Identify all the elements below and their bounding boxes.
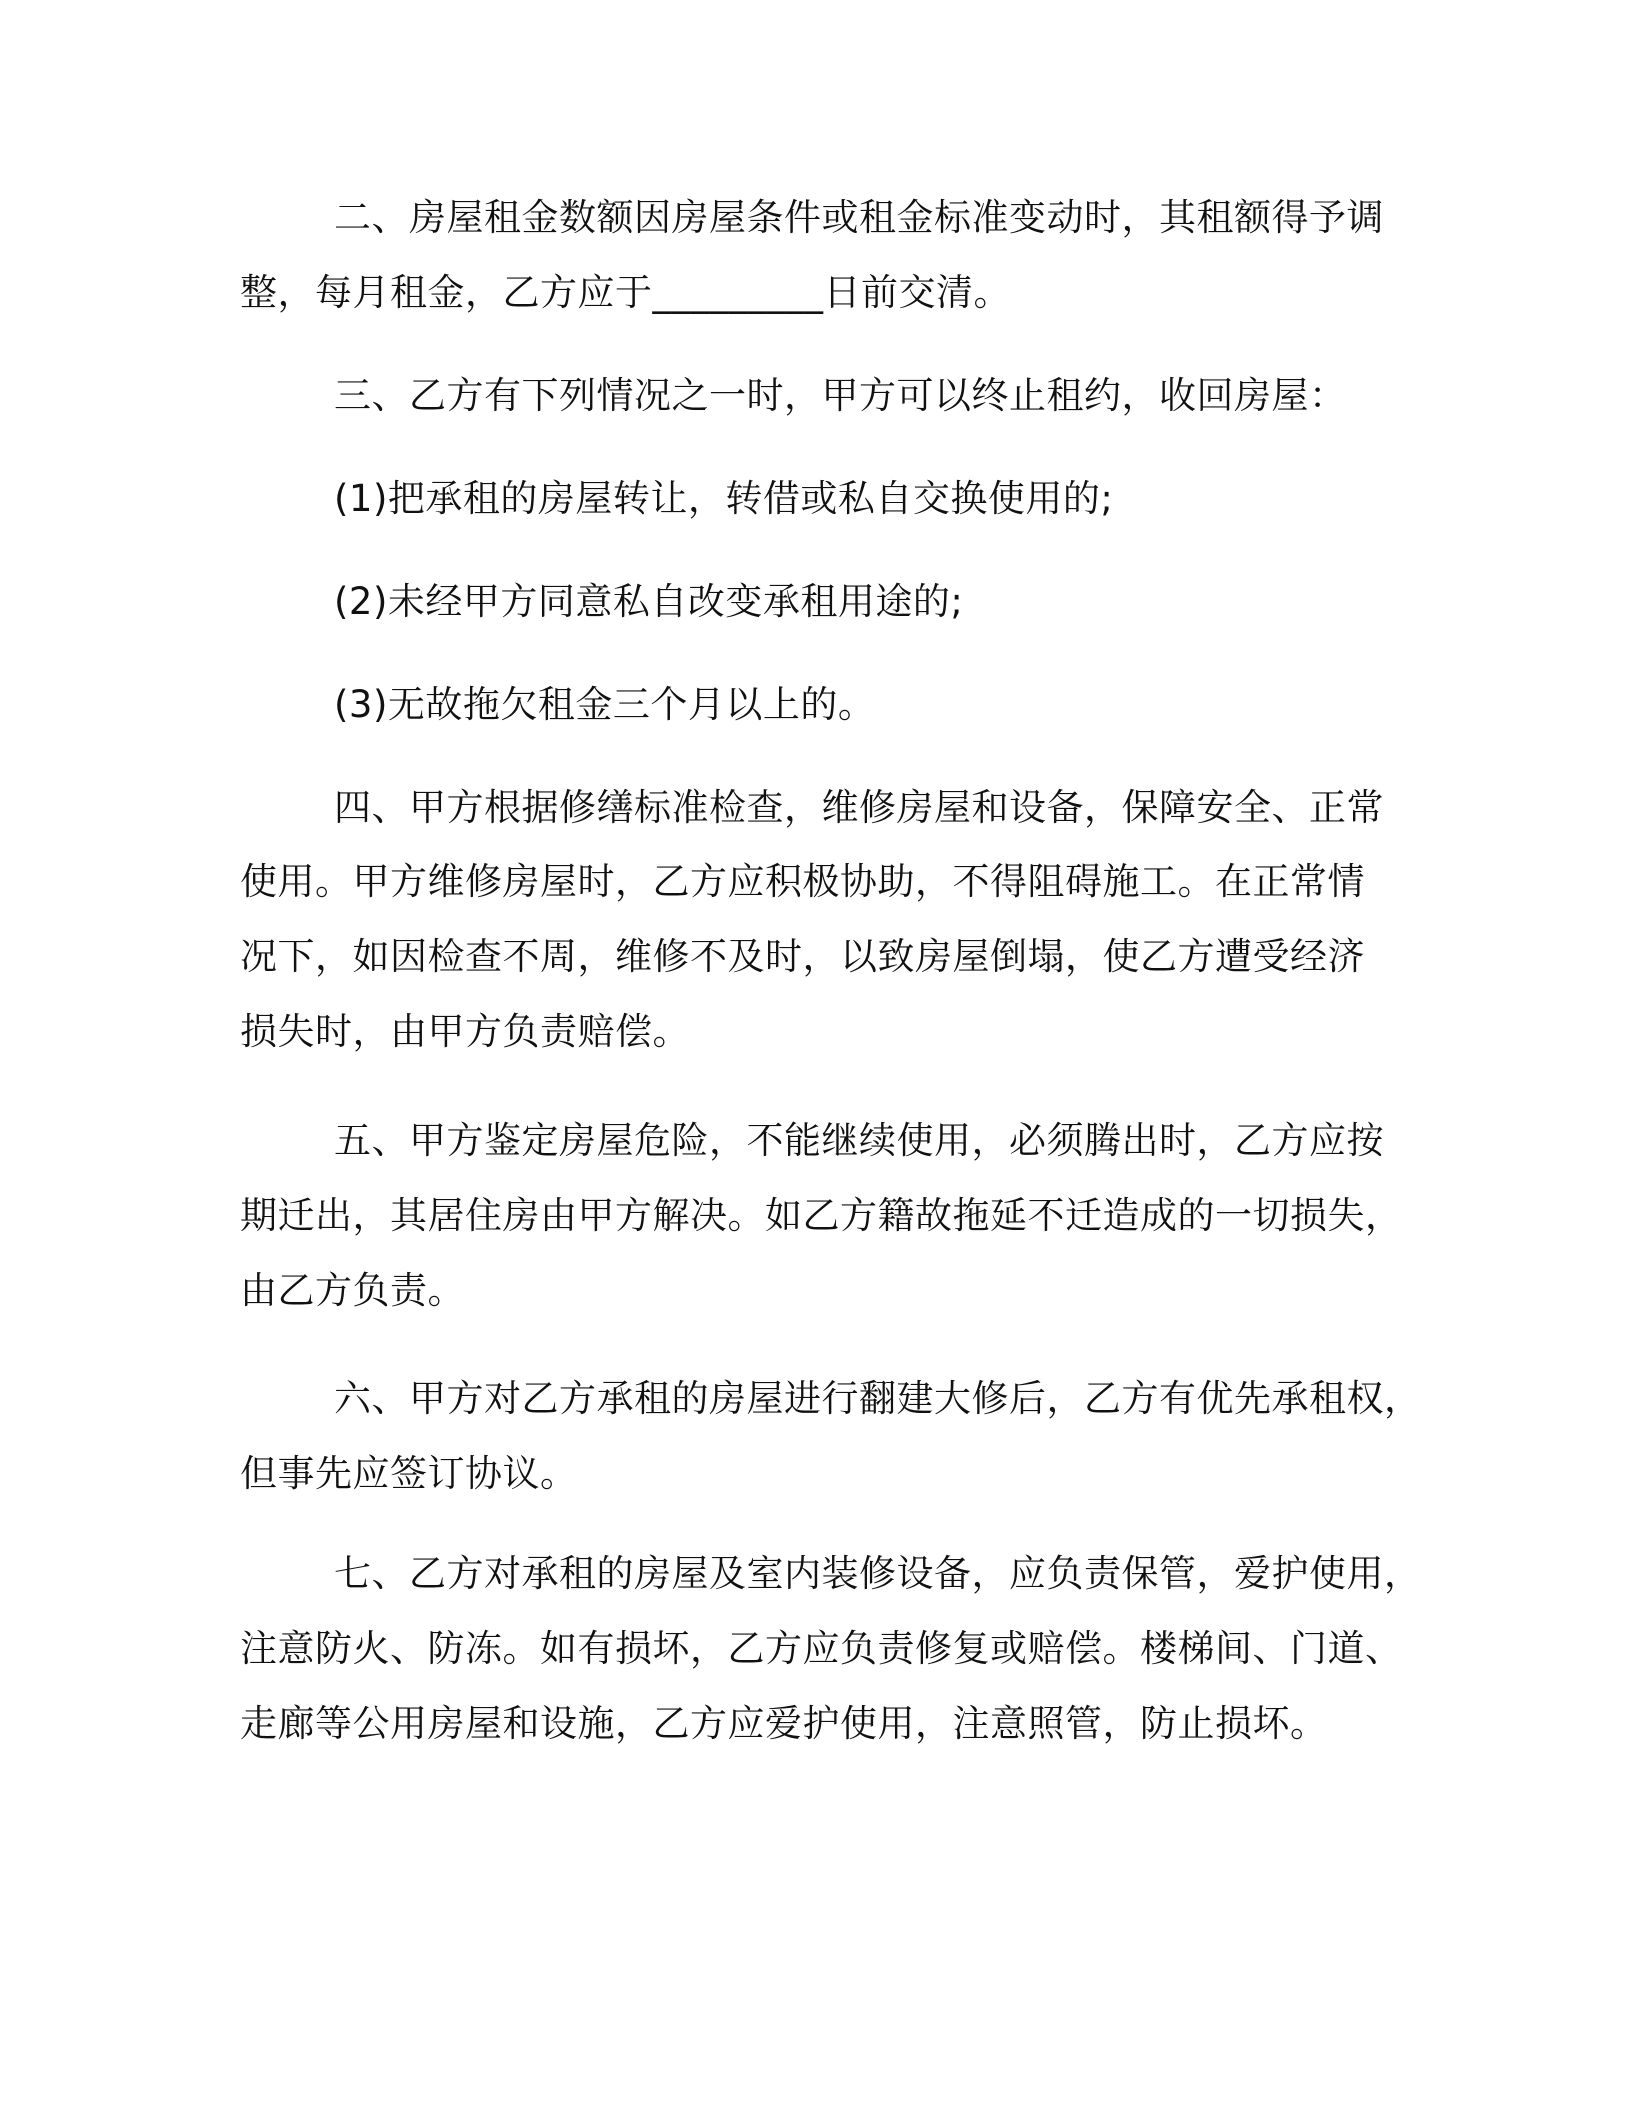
clause-2-line-2: 整，每月租金，乙方应于_________日前交清。 bbox=[240, 271, 1011, 314]
clause-5-line-2: 期迁出，其居住房由甲方解决。如乙方籍故拖延不迁造成的一切损失， bbox=[240, 1194, 1403, 1237]
clause-7-line-2: 注意防火、防冻。如有损坏，乙方应负责修复或赔偿。楼梯间、门道、 bbox=[240, 1627, 1403, 1670]
clause-3-item-2: (2)未经甲方同意私自改变承租用途的; bbox=[334, 580, 964, 623]
clause-4-line-1: 四、甲方根据修缮标准检查，维修房屋和设备，保障安全、正常 bbox=[334, 786, 1384, 829]
clause-4-line-4: 损失时，由甲方负责赔偿。 bbox=[240, 1010, 690, 1053]
clause-7-line-3: 走廊等公用房屋和设施，乙方应爱护使用，注意照管，防止损坏。 bbox=[240, 1702, 1328, 1745]
clause-4-line-3: 况下，如因检查不周，维修不及时，以致房屋倒塌，使乙方遭受经济 bbox=[240, 935, 1365, 978]
clause-6-line-1: 六、甲方对乙方承租的房屋进行翻建大修后，乙方有优先承租权， bbox=[334, 1377, 1422, 1420]
clause-3-item-3: (3)无故拖欠租金三个月以上的。 bbox=[334, 683, 876, 726]
clause-6-line-2: 但事先应签订协议。 bbox=[240, 1452, 578, 1495]
clause-5-line-1: 五、甲方鉴定房屋危险，不能继续使用，必须腾出时，乙方应按 bbox=[334, 1119, 1384, 1162]
clause-2-line-1: 二、房屋租金数额因房屋条件或租金标准变动时，其租额得予调 bbox=[334, 196, 1384, 239]
clause-4-line-2: 使用。甲方维修房屋时，乙方应积极协助，不得阻碍施工。在正常情 bbox=[240, 860, 1365, 903]
clause-7-line-1: 七、乙方对承租的房屋及室内装修设备，应负责保管，爱护使用， bbox=[334, 1552, 1422, 1595]
clause-5-line-3: 由乙方负责。 bbox=[240, 1269, 465, 1312]
clause-3-heading: 三、乙方有下列情况之一时，甲方可以终止租约，收回房屋： bbox=[334, 374, 1347, 417]
clause-3-item-1: (1)把承租的房屋转让，转借或私自交换使用的; bbox=[334, 477, 1114, 520]
